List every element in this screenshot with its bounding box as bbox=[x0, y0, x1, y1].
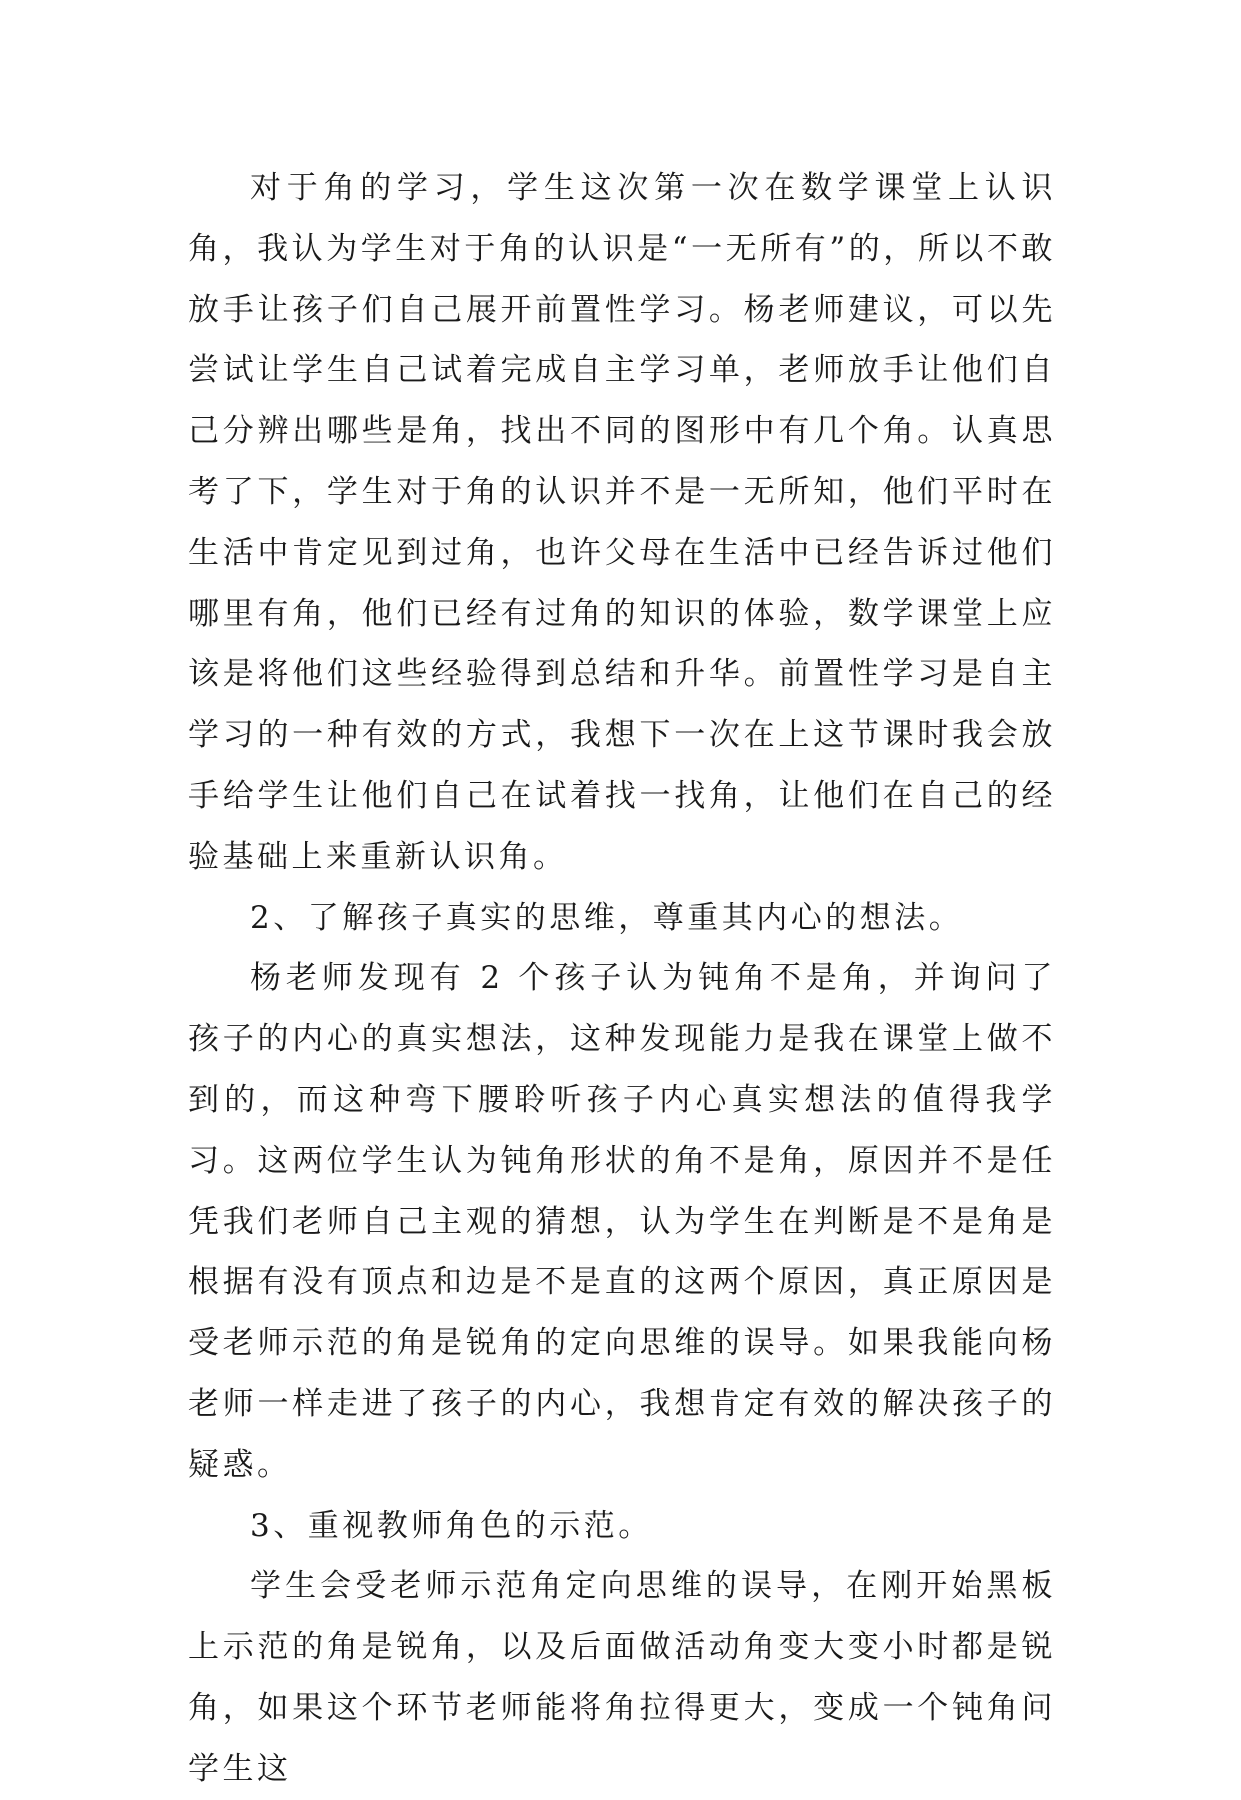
paragraph-angle-learning: 对于角的学习，学生这次第一次在数学课堂上认识角，我认为学生对于角的认识是“一无所有”的，所以不敢放手让孩子们自己展开前置性学习。杨老师建议，可以先尝试让学生自己试着完成自主学习单，老师放手让他们自己分辨出哪些是角，找出不同的图形中有几个角。认真思考了下，学生对于角的认识并不是一无所知，他们平时在生活中肯定见到过角，也许父母在生活中已经告诉过他们哪里有角，他们已经有过角的知识的体验，数学课堂上应该是将他们这些经验得到总结和升华。前置性学习是自主学习的一种有效的方式，我想下一次在上这节课时我会放手给学生让他们自己在试着找一找角，让他们在自己的经验基础上来重新认识角。 bbox=[188, 170, 1056, 875]
document-body bbox=[188, 158, 1056, 1800]
heading-point-2: 2、了解孩子真实的思维，尊重其内心的想法。 bbox=[250, 899, 964, 936]
paragraph-teacher-demonstration: 学生会受老师示范角定向思维的误导，在刚开始黑板上示范的角是锐角，以及后面做活动角变大变小时都是锐角，如果这个环节老师能将角拉得更大，变成一个钝角问学生这 bbox=[188, 1568, 1056, 1787]
heading-point-3: 3、重视教师角色的示范。 bbox=[250, 1507, 653, 1544]
paragraph-obtuse-angle: 杨老师发现有 2 个孩子认为钝角不是角，并询问了孩子的内心的真实想法，这种发现能力是我在课堂上做不到的，而这种弯下腰聆听孩子内心真实想法的值得我学习。这两位学生认为钝角形状的角不是角，原因并不是任凭我们老师自己主观的猜想，认为学生在判断是不是角是根据有没有顶点和边是不是直的这两个原因，真正原因是受老师示范的角是锐角的定向思维的误导。如果我能向杨老师一样走进了孩子的内心，我想肯定有效的解决孩子的疑惑。 bbox=[188, 960, 1056, 1483]
